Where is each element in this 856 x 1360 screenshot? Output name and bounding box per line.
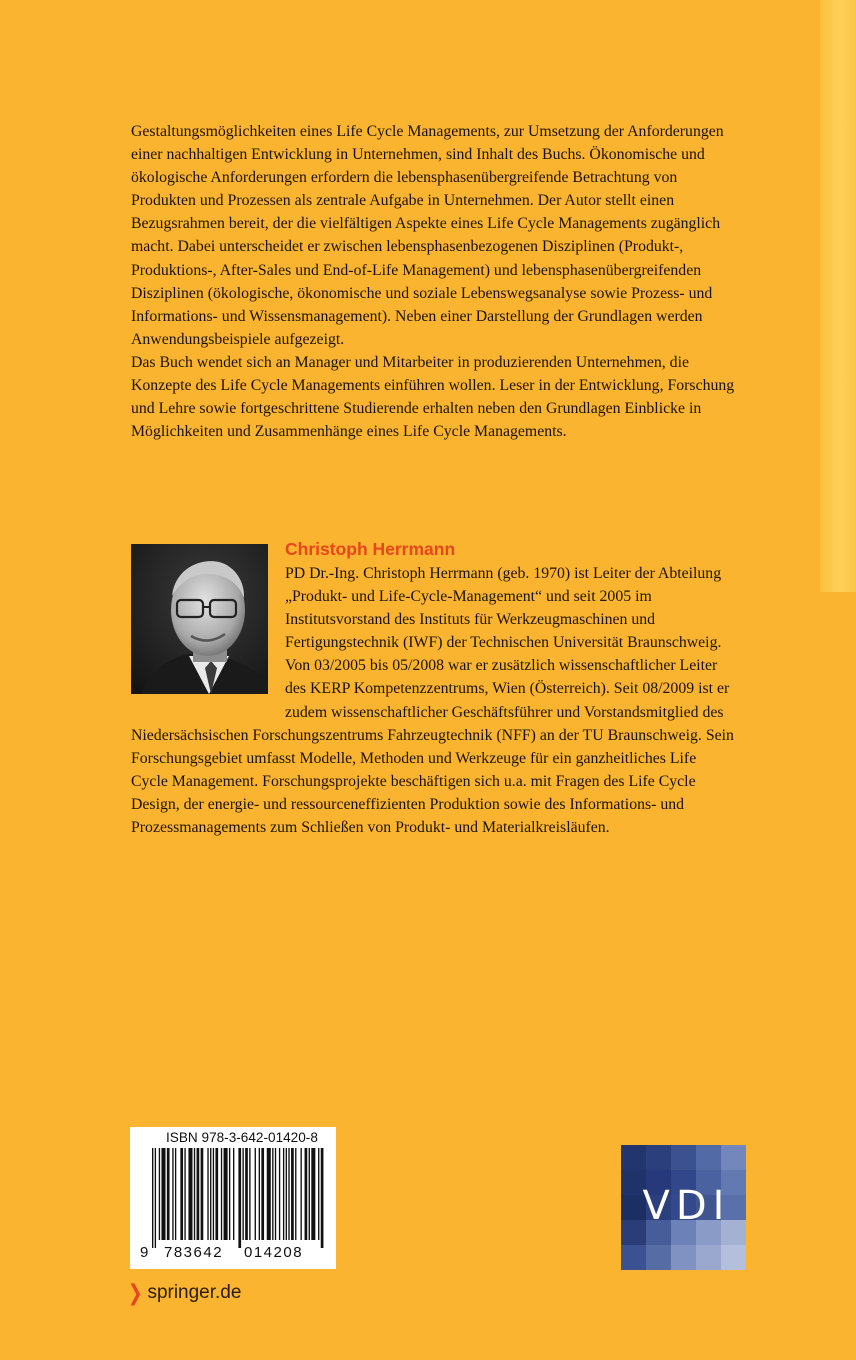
barcode-bar bbox=[283, 1148, 284, 1240]
barcode-bar bbox=[245, 1148, 248, 1240]
barcode-bar bbox=[279, 1148, 280, 1240]
barcode-bar bbox=[207, 1148, 208, 1240]
barcode-bar bbox=[259, 1148, 260, 1240]
description-paragraph-2: Das Buch wendet sich an Manager und Mitarbeiter in produzierenden Unternehmen, die Konzepte des Life Cycle Managements einführen wollen. Leser in der Entwicklung, Forschung und Lehre sowie fortgeschrittene Studierende erhalten neben den Grundlagen Einblicke in Möglichkeiten und Zusammenhänge eines Life Cycle Managements. bbox=[131, 353, 735, 441]
barcode-bar bbox=[229, 1148, 230, 1240]
book-description bbox=[131, 120, 741, 443]
barcode-bar bbox=[242, 1148, 243, 1240]
isbn-barcode bbox=[130, 1127, 336, 1269]
publisher-website-text: springer.de bbox=[147, 1282, 242, 1303]
vdi-logo-tile bbox=[696, 1145, 721, 1170]
barcode-bar bbox=[161, 1148, 165, 1240]
barcode-bar bbox=[275, 1148, 276, 1240]
vdi-logo-tile bbox=[721, 1245, 746, 1270]
vdi-logo bbox=[621, 1145, 746, 1270]
barcode-digit-first: 9 bbox=[140, 1244, 149, 1261]
barcode-bar bbox=[194, 1148, 195, 1240]
barcode-bar bbox=[184, 1148, 185, 1240]
barcode-bar bbox=[213, 1148, 214, 1240]
barcode-bar bbox=[267, 1148, 271, 1240]
barcode-bar bbox=[215, 1148, 218, 1240]
springer-chevron-icon: ❯ bbox=[127, 1280, 143, 1305]
barcode-bar bbox=[249, 1148, 250, 1240]
barcode-bar bbox=[301, 1148, 302, 1240]
isbn-label: ISBN 978-3-642-01420-8 bbox=[166, 1130, 318, 1145]
barcode-bar bbox=[188, 1148, 192, 1240]
barcode-bar bbox=[221, 1148, 222, 1240]
barcode-bar bbox=[318, 1148, 319, 1240]
barcode-bar bbox=[295, 1148, 296, 1240]
barcode-bar bbox=[311, 1148, 315, 1240]
barcode-bar bbox=[197, 1148, 200, 1240]
barcode-bar bbox=[261, 1148, 264, 1240]
barcode-bar bbox=[172, 1148, 173, 1240]
barcode-bar bbox=[210, 1148, 211, 1240]
vdi-logo-tile bbox=[621, 1245, 646, 1270]
barcode-bar bbox=[309, 1148, 310, 1240]
barcode-bar bbox=[238, 1148, 241, 1248]
barcode-bar bbox=[155, 1148, 156, 1248]
side-color-strip bbox=[820, 0, 856, 592]
vdi-logo-tile bbox=[621, 1145, 646, 1170]
author-name: Christoph Herrmann bbox=[285, 539, 456, 559]
barcode-bar bbox=[180, 1148, 183, 1240]
author-bio-text: PD Dr.-Ing. Christoph Herrmann (geb. 1970) ist Leiter der Abteilung „Produkt- und Life-Cycle-Management“ und seit 2005 im Institutsvorstand des Instituts für Werkzeugmaschinen und Fertigungstechnik (IWF) der Technischen Universität Braunschweig. Von 03/2005 bis 05/2008 war er zusätzlich wissenschaftlicher Leiter des KERP Kompetenzzentrums, Wien (Österreich). Seit 08/2009 ist er zudem wissenschaftlicher Geschäftsführer und Vorstandsmitglied des Niedersächsischen Forschungszentrums Fahrzeugtechnik (NFF) an der TU Braunschweig. Sein Forschungsgebiet umfasst Modelle, Methoden und Werkzeuge für ein ganzheitliches Life Cycle Management. Forschungsprojekte beschäftigen sich u.a. mit Fragen des Life Cycle Design, der energie- und ressourceneffizienten Produktion sowie des Informations- und Prozessmanagements zum Schließen von Produkt- und Materialkreisläufen. bbox=[131, 565, 734, 837]
description-paragraph-1: Gestaltungsmöglichkeiten eines Life Cycle Managements, zur Umsetzung der Anforderungen einer nachhaltigen Entwicklung in Unternehmen, sind Inhalt des Buchs. Ökonomische und ökologische Anforderungen erfordern die lebensphasenübergreifende Betrachtung von Produkten und Prozessen als zentrale Aufgabe in Unternehmen. Der Autor stellt einen Bezugsrahmen bereit, der die vielfältigen Aspekte eines Life Cycle Managements zugänglich macht. Dabei unterscheidet er zwischen lebensphasenbezogenen Disziplinen (Produkt-, Produktions-, After-Sales und End-of-Life Management) und lebensphasenübergreifenden Disziplinen (ökologische, ökonomische und soziale Lebenswegsanalyse sowie Prozess- und Informations- und Wissensmanagement). Neben einer Darstellung der Grundlagen werden Anwendungsbeispiele aufgezeigt. bbox=[131, 123, 724, 348]
vdi-logo-tile bbox=[696, 1245, 721, 1270]
photo-text-wrap-space bbox=[131, 562, 285, 701]
vdi-logo-tile bbox=[671, 1145, 696, 1170]
barcode-bar bbox=[291, 1148, 294, 1240]
barcode-bar bbox=[272, 1148, 273, 1240]
barcode-bar bbox=[286, 1148, 287, 1240]
barcode-bar bbox=[152, 1148, 153, 1248]
barcode-bar bbox=[233, 1148, 234, 1240]
vdi-logo-tile bbox=[671, 1245, 696, 1270]
barcode-bar bbox=[167, 1148, 170, 1240]
vdi-logo-tile bbox=[646, 1245, 671, 1270]
vdi-logo-text: VDI bbox=[642, 1183, 731, 1229]
barcode-bars bbox=[130, 1148, 336, 1248]
barcode-bar bbox=[321, 1148, 324, 1248]
barcode-bar bbox=[201, 1148, 204, 1240]
author-biography bbox=[131, 562, 736, 839]
barcode-digits-right: 014208 bbox=[244, 1244, 304, 1261]
barcode-bar bbox=[305, 1148, 308, 1240]
barcode-bar bbox=[255, 1148, 256, 1240]
barcode-bar bbox=[288, 1148, 289, 1240]
vdi-logo-tile bbox=[721, 1145, 746, 1170]
barcode-bar bbox=[175, 1148, 176, 1240]
barcode-digits-left: 783642 bbox=[164, 1244, 224, 1261]
barcode-bar bbox=[224, 1148, 228, 1240]
barcode-bar bbox=[159, 1148, 160, 1240]
publisher-website bbox=[126, 1280, 241, 1306]
vdi-logo-tile bbox=[646, 1145, 671, 1170]
